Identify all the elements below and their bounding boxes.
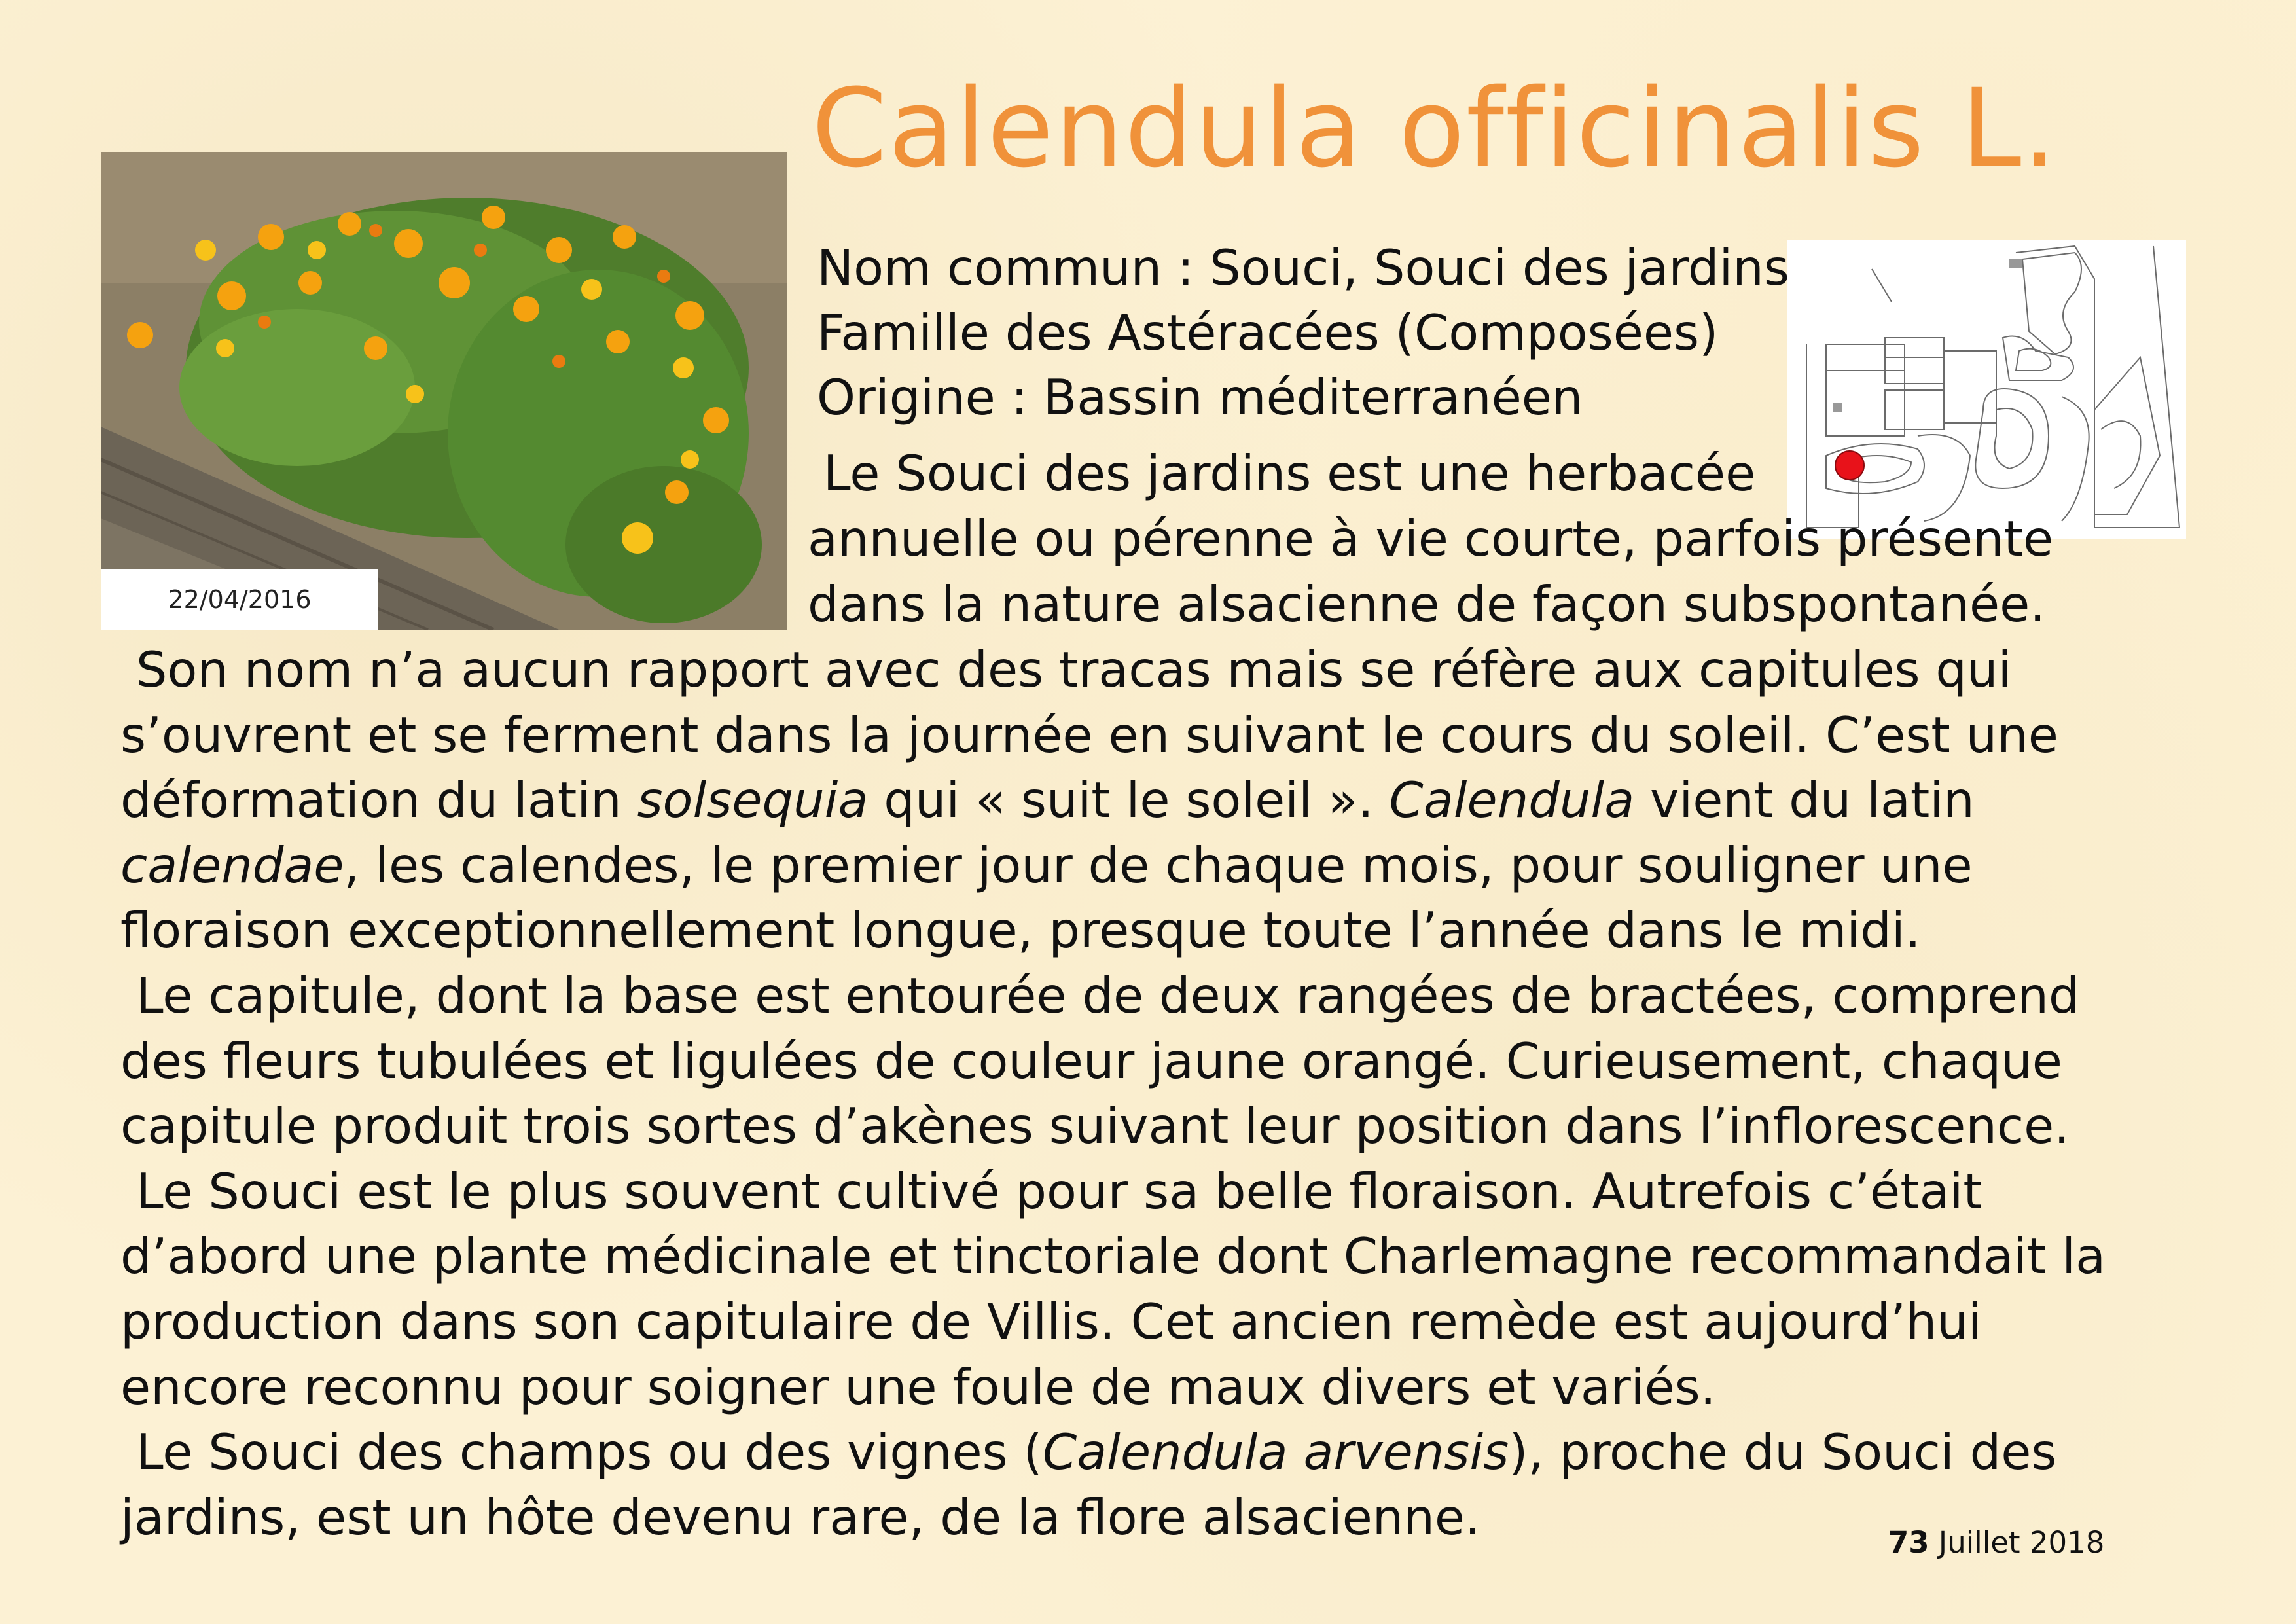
photo-date: 22/04/2016 <box>101 569 378 630</box>
intro-line-2: annuelle ou pérenne à vie courte, parfois présente <box>808 510 2054 568</box>
plant-photo <box>101 152 787 630</box>
page-title: Calendula officinalis L. <box>812 65 2058 191</box>
body-line: capitule produit trois sortes d’akènes suivant leur position dans l’inflorescence. <box>120 1097 2070 1155</box>
body-line <box>120 768 2106 833</box>
text-span: déformation du latin <box>120 771 637 829</box>
marigold-photo-illustration <box>101 152 787 630</box>
latin-term: calendae <box>120 836 344 894</box>
page-number: 73 <box>1888 1525 1929 1560</box>
body-line: des fleurs tubulées et ligulées de couleur jaune orangé. Curieusement, chaque <box>120 1032 2062 1090</box>
footer-date: Juillet 2018 <box>1929 1525 2105 1560</box>
body-line: jardins, est un hôte devenu rare, de la flore alsacienne. <box>120 1488 1480 1546</box>
intro-line-1: Le Souci des jardins est une herbacée <box>808 444 1756 502</box>
body-line: Son nom n’a aucun rapport avec des tracas mais se réfère aux capitules qui <box>120 641 2012 698</box>
latin-term: Calendula arvensis <box>1042 1423 1509 1481</box>
intro-line-3: dans la nature alsacienne de façon subspontanée. <box>808 575 2046 633</box>
body-line: s’ouvrent et se ferment dans la journée en suivant le cours du soleil. C’est une <box>120 706 2058 764</box>
garden-map <box>1787 240 2186 539</box>
body-line: Le capitule, dont la base est entourée de deux rangées de bractées, comprend <box>120 966 2080 1024</box>
text-span: vient du latin <box>1634 771 1975 829</box>
description-body <box>120 638 2106 1550</box>
body-line: floraison exceptionnellement longue, presque toute l’année dans le midi. <box>120 901 1921 960</box>
page-footer <box>1888 1525 2104 1560</box>
body-line <box>120 833 2106 899</box>
body-line <box>120 1420 2106 1485</box>
body-line: production dans son capitulaire de Villis. Cet ancien remède est aujourd’hui <box>120 1292 1982 1350</box>
family-line: Famille des Astéracées (Composées) <box>817 304 1719 361</box>
body-line: encore reconnu pour soigner une foule de maux divers et variés. <box>120 1358 1716 1416</box>
origin-line: Origine : Bassin méditerranéen <box>817 369 1583 426</box>
garden-plan-illustration <box>1787 240 2186 539</box>
red-dot-icon <box>1835 451 1864 480</box>
text-span: ), proche du Souci des <box>1509 1423 2057 1481</box>
common-name-line: Nom commun : Souci, Souci des jardins <box>817 239 1789 297</box>
text-span: Le Souci des champs ou des vignes ( <box>120 1423 1043 1481</box>
body-line: d’abord une plante médicinale et tinctoriale dont Charlemagne recommandait la <box>120 1227 2106 1286</box>
latin-term: Calendula <box>1389 771 1635 829</box>
body-line: Le Souci est le plus souvent cultivé pour sa belle floraison. Autrefois c’était <box>120 1162 1982 1220</box>
text-span: qui « suit le soleil ». <box>868 771 1390 829</box>
latin-term: solsequia <box>637 771 869 829</box>
text-span: , les calendes, le premier jour de chaque mois, pour souligner une <box>344 836 1973 894</box>
